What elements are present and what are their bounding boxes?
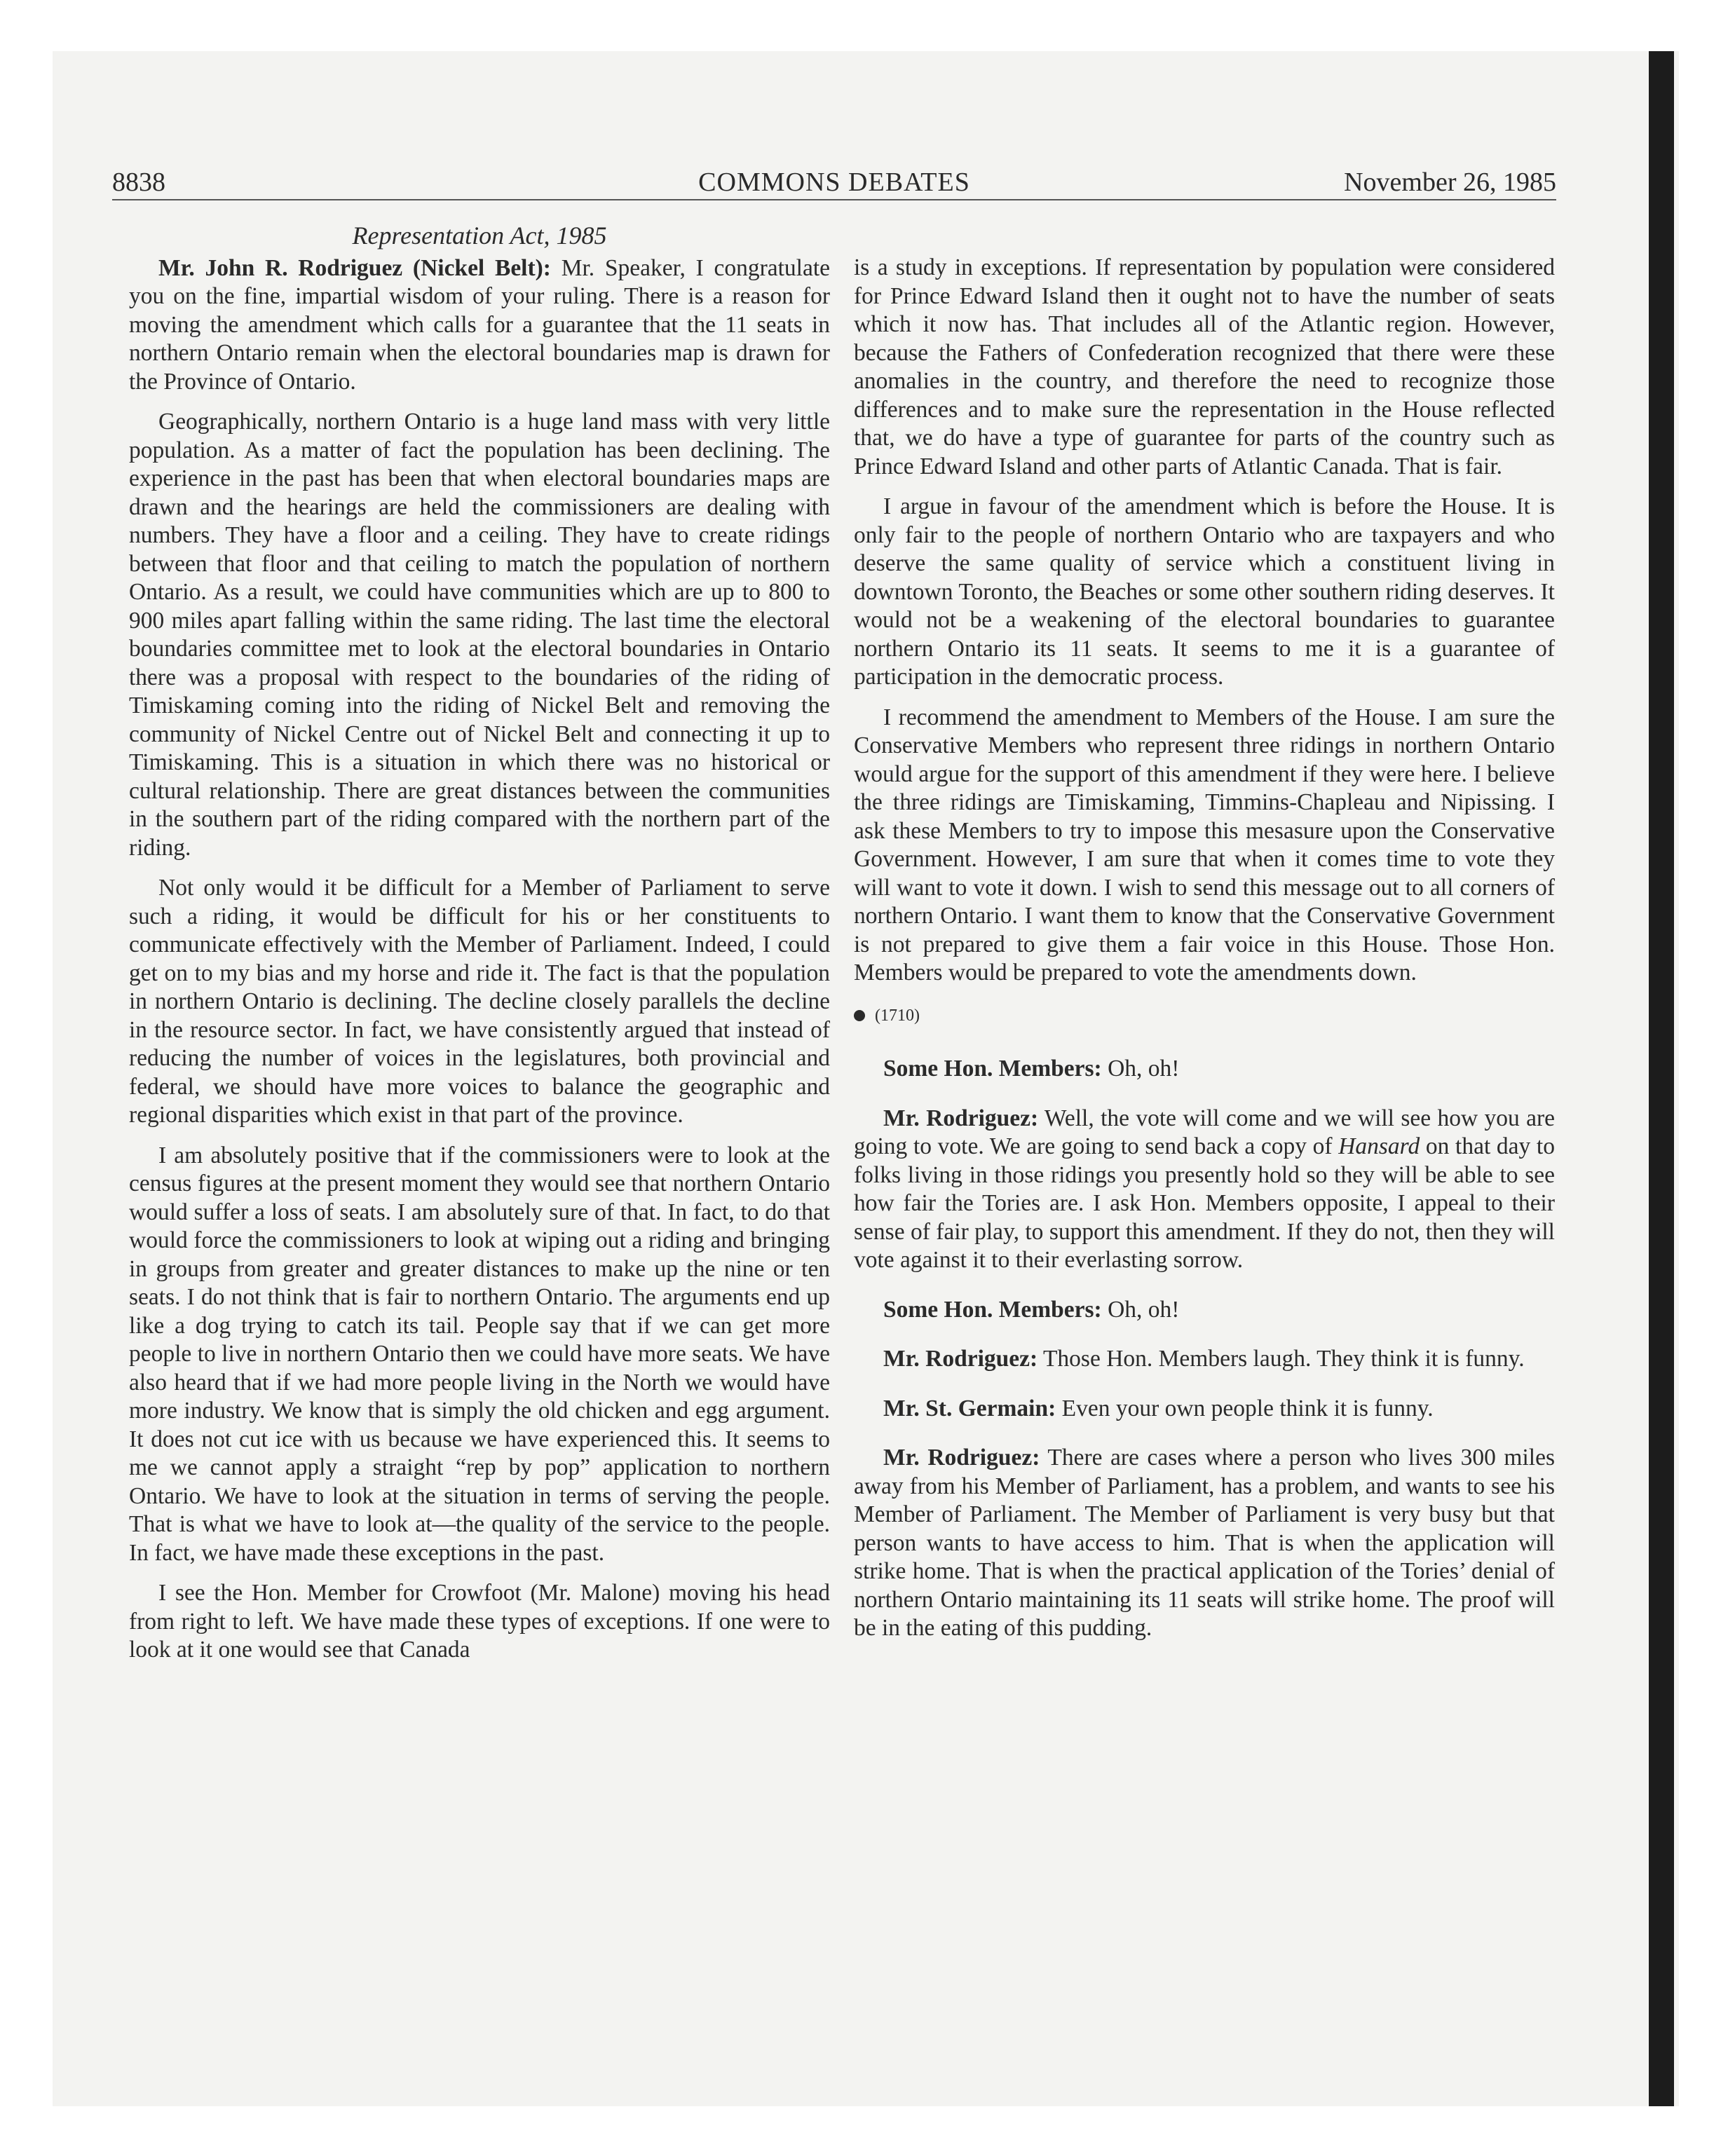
- paragraph: is a study in exceptions. If representation by population were considered for Prince Edward Island then it ought not to have the number of seats which it now has. That includes all of the Atlantic region. However, because the Fathers of Confederation recognized that there were these anomalies in the country, and therefore the need to recognize those differences and to make sure the representation in the House reflected that, we do have a type of guarantee for parts of the country such as Prince Edward Island and other parts of Atlantic Canada. That is fair.: [854, 254, 1555, 479]
- speech-text: Oh, oh!: [1101, 1296, 1180, 1323]
- paragraph: [854, 1296, 1555, 1325]
- paragraph: I recommend the amendment to Members of the House. I am sure the Conservative Members who represent three ridings in northern Ontario would argue for the support of this amendment if they were here. I believe the three ridings are Timiskaming, Timmins-Chapleau and Nipissing. I ask these Members to try to impose this mesasure upon the Conservative Government. However, I am sure that when it comes time to vote they will want to vote it down. I wish to send this message out to all corners of northern Ontario. I want them to know that the Conservative Government is not prepared to give them a fair voice in this House. Those Hon. Members would be prepared to vote the amendments down.: [854, 704, 1555, 985]
- publication-title: COMMONS DEBATES: [698, 168, 970, 197]
- header-rule: [112, 199, 1556, 200]
- speaker-name: Mr. John R. Rodriguez (Nickel Belt):: [158, 254, 551, 281]
- paragraph: I see the Hon. Member for Crowfoot (Mr. Malone) moving his head from right to left. We have made these types of exceptions. If one were to look at it one would see that Canada: [129, 1580, 830, 1663]
- right-column: [854, 254, 1555, 1655]
- paragraph: [854, 1055, 1555, 1084]
- speech-text: on that day to folks living in those ridings you presently hold so they will be able to see how fair the Tories are. I ask Hon. Members opposite, I appeal to their sense of fair play, to support this amendment. If they do not, then they will vote against it to their everlasting sorrow.: [854, 1133, 1555, 1273]
- speaker-name: Some Hon. Members:: [883, 1296, 1102, 1323]
- paragraph: [854, 1395, 1555, 1424]
- binding-edge: [1649, 51, 1674, 2106]
- speech-text: Oh, oh!: [1101, 1056, 1180, 1082]
- paragraph: Not only would it be difficult for a Member of Parliament to serve such a riding, it would be difficult for his or her constituents to communicate effectively with the Member of Parliament. Indeed, I could get on to my bias and my horse and ride it. The fact is that the population in northern Ontario is declining. The decline closely parallels the decline in the resource sector. In fact, we have consistently argued that instead of reducing the number of voices in the legislatures, both provincial and federal, we should have more voices to balance the geographic and regional disparities which exist in that part of the province.: [129, 875, 830, 1128]
- paragraph: [854, 1345, 1555, 1374]
- paragraph: [854, 1444, 1555, 1643]
- paragraph: Geographically, northern Ontario is a huge land mass with very little population. As a matter of fact the population has been declining. The experience in the past has been that when electoral boundaries maps are drawn and the hearings are held the commissioners are dealing with numbers. They have a floor and a ceiling. They have to create ridings between that floor and that ceiling to match the population of northern Ontario. As a result, we could have communities which are up to 800 to 900 miles apart falling within the same riding. The last time the electoral boundaries committee met to look at the electoral boundaries in Ontario there was a proposal with respect to the boundaries of the riding of Timiskaming coming into the riding of Nickel Belt and removing the community of Nickel Centre out of Nickel Belt and connecting it up to Timiskaming. This is a situation in which there was no historical or cultural relationship. There are great distances between the communities in the southern part of the riding compared with the northern part of the riding.: [129, 409, 830, 861]
- speech-text: Well, the vote will come and we will see how you are going to vote. We are going to send back a copy of: [854, 1105, 1556, 1159]
- time-marker: [854, 1002, 1555, 1030]
- hansard-title: Hansard: [1338, 1133, 1420, 1159]
- speaker-name: Mr. St. Germain:: [883, 1395, 1056, 1421]
- page-number: 8838: [112, 168, 165, 197]
- speech-text: Mr. Speaker, I congratulate you on the fine, impartial wisdom of your ruling. There is a reason for moving the amendment which calls for a guarantee that the 11 seats in northern Ontario remain when the electoral boundaries map is drawn for the Province of Ontario.: [129, 254, 830, 395]
- paragraph: I argue in favour of the amendment which is before the House. It is only fair to the people of northern Ontario who are taxpayers and who deserve the same quality of service which a constituent living in downtown Toronto, the Beaches or some other southern riding deserves. It would not be a weakening of the electoral boundaries to guarantee northern Ontario its 11 seats. It seems to me it is a guarantee of participation in the democratic process.: [854, 493, 1555, 690]
- paragraph: [129, 254, 830, 397]
- speech-text: There are cases where a person who lives 300 miles away from his Member of Parliament, has a problem, and wants to see his Member of Parliament. The Member of Parliament is very busy but that person wants to have access to him. That is when the application will strike home. That is when the practical application of the Tories’ denial of northern Ontario maintaining its 11 seats will strike home. The proof will be in the eating of this pudding.: [854, 1445, 1555, 1641]
- paragraph: I am absolutely positive that if the commissioners were to look at the census figures at the present moment they would see that northern Ontario would suffer a loss of seats. I am absolutely sure of that. In fact, to do that would force the commissioners to look at wiping out a riding and bringing in groups from greater and greater distances to make up the nine or ten seats. I do not think that is fair to northern Ontario. The arguments end up like a dog trying to catch its tail. People say that if we can get more people to live in northern Ontario then we could have more seats. We have also heard that if we had more people living in the North we would have more industry. We know that is simply the old chicken and egg argument. It does not cut ice with us because we have experienced this. It seems to me we cannot apply a straight “rep by pop” application to northern Ontario. We have to look at the situation in terms of serving the people. That is what we have to look at—the quality of the service to the people. In fact, we have made these exceptions in the past.: [129, 1142, 830, 1566]
- speech-text: Even your own people think it is funny.: [1056, 1395, 1434, 1421]
- speaker-name: Mr. Rodriguez:: [883, 1346, 1038, 1372]
- paragraph: [854, 1105, 1555, 1275]
- speaker-name: Mr. Rodriguez:: [883, 1105, 1039, 1131]
- header-date: November 26, 1985: [1344, 168, 1556, 197]
- page-header: [112, 165, 1556, 199]
- left-column: [129, 221, 830, 1677]
- speaker-name: Mr. Rodriguez:: [883, 1445, 1040, 1471]
- section-title: Representation Act, 1985: [352, 221, 607, 250]
- time-marker-label: (1710): [875, 1006, 920, 1025]
- speech-text: Those Hon. Members laugh. They think it is funny.: [1037, 1346, 1525, 1372]
- speaker-name: Some Hon. Members:: [883, 1056, 1102, 1082]
- bullet-icon: [854, 1010, 865, 1021]
